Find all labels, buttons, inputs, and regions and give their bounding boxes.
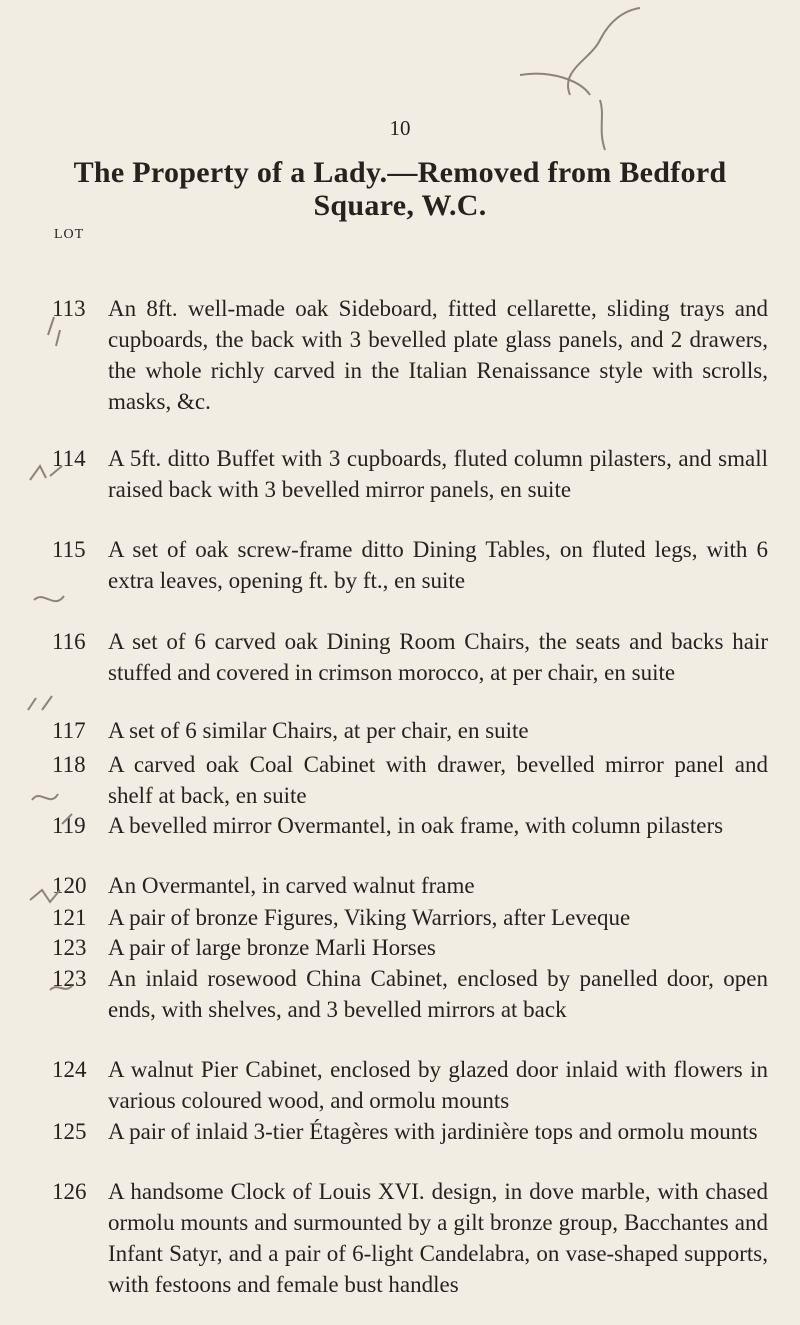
- page-number: 10: [389, 116, 411, 140]
- lot-number: 123: [52, 966, 87, 991]
- lot-number: 113: [52, 296, 86, 321]
- lot-number: 124: [52, 1057, 87, 1082]
- lot-number: 126: [52, 1179, 87, 1204]
- lot-number: 123: [52, 935, 87, 960]
- lot-description: A carved oak Coal Cabinet with drawer, bevelled mirror panel and shelf at back, en suite: [108, 752, 768, 808]
- page-heading: The Property of a Lady.—Removed from Bedford Square, W.C.: [73, 156, 727, 222]
- lot-description: A handsome Clock of Louis XVI. design, in dove marble, with chased ormolu mounts and surmounted by a gilt bronze group, Bacchantes and Infant Satyr, and a pair of 6-light Candelabra, on vase-shaped supports, with festoons and female bust handles: [108, 1179, 768, 1297]
- lot-number: 125: [52, 1119, 87, 1144]
- lot-number: 118: [52, 752, 86, 777]
- lot-number: 121: [52, 905, 87, 930]
- lot-description: A set of 6 carved oak Dining Room Chairs, the seats and backs hair stuffed and covered in crimson morocco, at per chair, en suite: [108, 629, 768, 685]
- lot-description: A pair of bronze Figures, Viking Warriors, after Leveque: [108, 905, 631, 930]
- lot-number: 119: [52, 813, 86, 838]
- lot-description: A walnut Pier Cabinet, enclosed by glazed door inlaid with flowers in various coloured wood, and ormolu mounts: [108, 1057, 768, 1113]
- lot-description: An Overmantel, in carved walnut frame: [108, 873, 475, 898]
- lot-description: A pair of inlaid 3-tier Étagères with jardinière tops and ormolu mounts: [108, 1119, 758, 1144]
- lot-description: A set of 6 similar Chairs, at per chair, en suite: [108, 718, 529, 743]
- lot-column-header: LOT: [54, 227, 85, 242]
- lot-number: 115: [52, 537, 86, 562]
- lot-description: A set of oak screw-frame ditto Dining Tables, on fluted legs, with 6 extra leaves, opening ft. by ft., en suite: [108, 537, 768, 593]
- lot-description: An inlaid rosewood China Cabinet, enclosed by panelled door, open ends, with shelves, and 3 bevelled mirrors at back: [108, 966, 768, 1022]
- lot-number: 114: [52, 446, 86, 471]
- lot-number: 116: [52, 629, 86, 654]
- lot-description: A bevelled mirror Overmantel, in oak frame, with column pilasters: [108, 813, 724, 838]
- lot-number: 117: [52, 718, 86, 743]
- lot-description: A pair of large bronze Marli Horses: [108, 935, 436, 960]
- lot-description: An 8ft. well-made oak Sideboard, fitted cellarette, sliding trays and cupboards, the back with 3 bevelled plate glass panels, and 2 drawers, the whole richly carved in the Italian Renaissance style with scrolls, masks, &c.: [108, 296, 768, 414]
- lot-description: A 5ft. ditto Buffet with 3 cupboards, fluted column pilasters, and small raised back with 3 bevelled mirror panels, en suite: [108, 446, 768, 502]
- lot-number: 120: [52, 873, 87, 898]
